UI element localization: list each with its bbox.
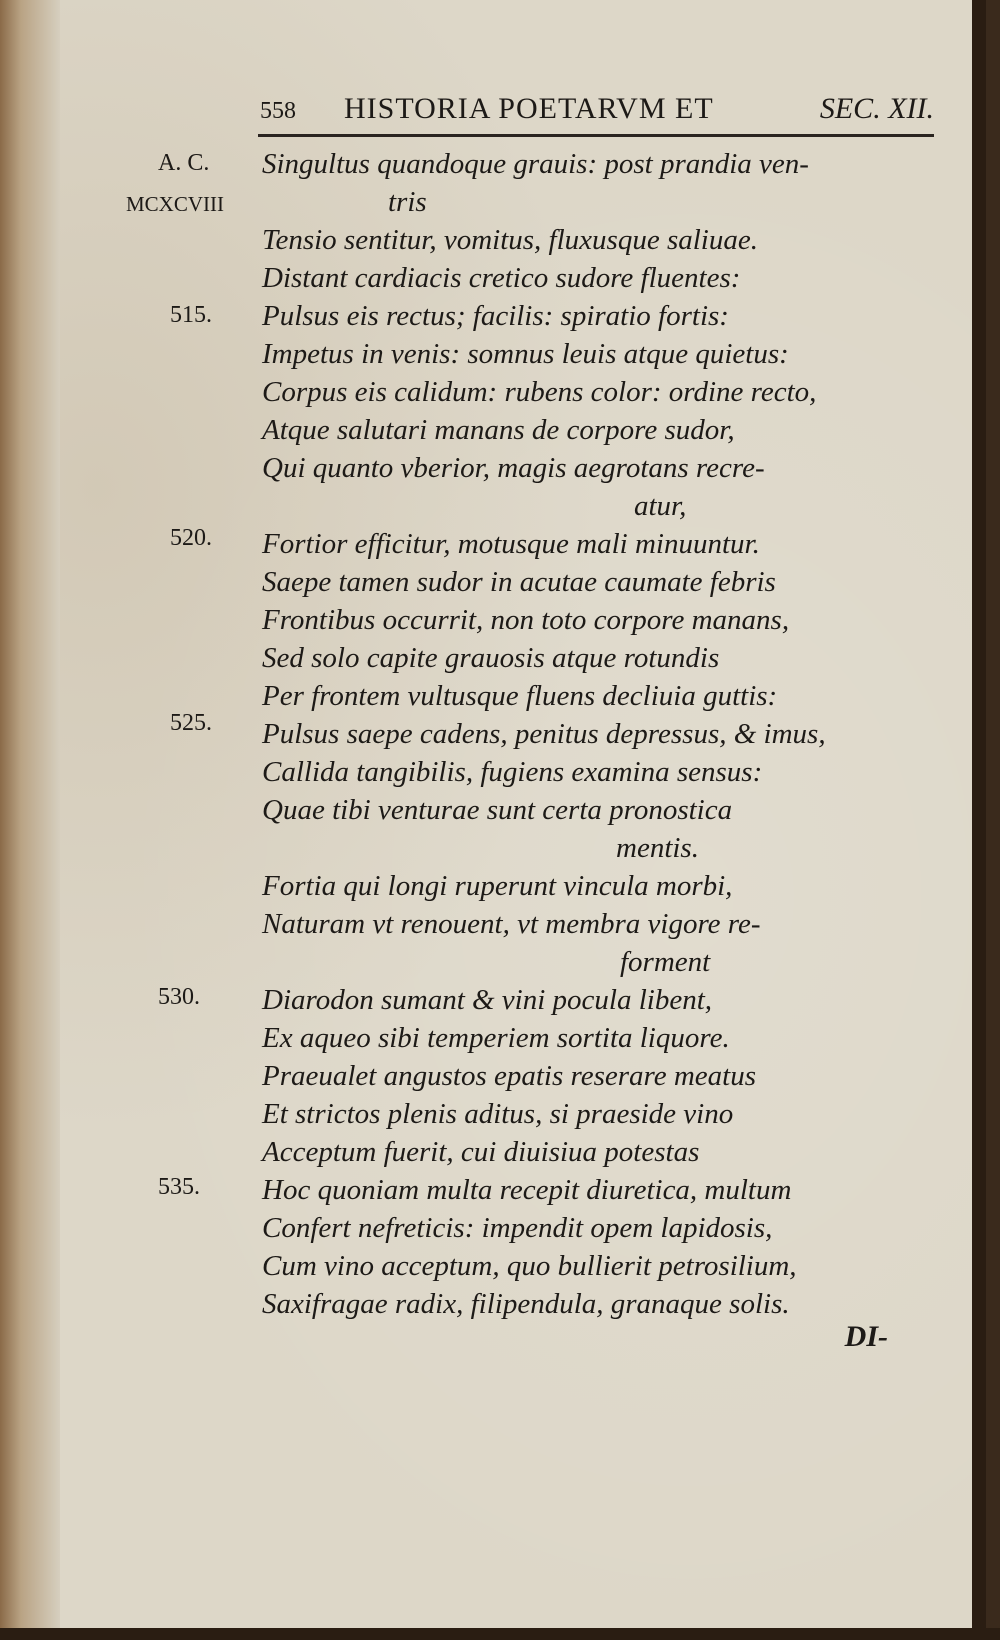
verse-line: Singultus quandoque grauis: post prandia ven-	[262, 148, 809, 180]
verse-line: Praeualet angustos epatis reserare meatus	[262, 1060, 757, 1092]
margin-era: A. C.	[158, 150, 210, 176]
bottom-edge-shadow	[0, 1628, 1000, 1640]
page-number: 558	[260, 98, 296, 124]
margin-year: MCXCVIII	[126, 192, 224, 216]
margin-verse-535: 535.	[158, 1174, 200, 1200]
verse-line: Naturam vt renouent, vt membra vigore re-	[262, 908, 761, 940]
margin-verse-530: 530.	[158, 984, 200, 1010]
header-rule	[258, 134, 934, 137]
verse-line: Fortia qui longi ruperunt vincula morbi,	[262, 870, 733, 902]
verse-line: Corpus eis calidum: rubens color: ordine recto,	[262, 376, 817, 408]
verse-line: Diarodon sumant & vini pocula libent,	[262, 984, 713, 1016]
verse-line: Hoc quoniam multa recepit diuretica, multum	[262, 1174, 792, 1206]
verse-line: Quae tibi venturae sunt certa pronostica	[262, 794, 733, 826]
margin-verse-520: 520.	[170, 525, 212, 551]
verse-line: Acceptum fuerit, cui diuisiua potestas	[262, 1136, 700, 1168]
verse-line: Distant cardiacis cretico sudore fluentes:	[262, 262, 741, 294]
running-header	[260, 88, 940, 130]
verse-line: Et strictos plenis aditus, si praeside vino	[262, 1098, 734, 1130]
verse-line: Qui quanto vberior, magis aegrotans recre-	[262, 452, 765, 484]
page-edge-shadow	[972, 0, 986, 1630]
verse-line-continuation: mentis.	[616, 832, 699, 864]
verse-line: Fortior efficitur, motusque mali minuuntur.	[262, 528, 760, 560]
verse-line-continuation: atur,	[634, 490, 687, 522]
margin-verse-515: 515.	[170, 302, 212, 328]
verse-line: Pulsus saepe cadens, penitus depressus, & imus,	[262, 718, 826, 750]
verse-line: Cum vino acceptum, quo bullierit petrosilium,	[262, 1250, 797, 1282]
verse-line: Callida tangibilis, fugiens examina sensus:	[262, 756, 763, 788]
verse-line: Frontibus occurrit, non toto corpore manans,	[262, 604, 790, 636]
verse-line-continuation: forment	[620, 946, 711, 978]
verse-line: Saxifragae radix, filipendula, granaque solis.	[262, 1288, 790, 1320]
verse-line: Atque salutari manans de corpore sudor,	[262, 414, 735, 446]
verse-line: Ex aqueo sibi temperiem sortita liquore.	[262, 1022, 730, 1054]
verse-line: Impetus in venis: somnus leuis atque quietus:	[262, 338, 789, 370]
running-title: HISTORIA POETARVM ET	[344, 92, 714, 125]
verse-line: Tensio sentitur, vomitus, fluxusque saliuae.	[262, 224, 758, 256]
verse-line: Sed solo capite grauosis atque rotundis	[262, 642, 720, 674]
verse-line: Saepe tamen sudor in acutae caumate febris	[262, 566, 776, 598]
binding-shadow	[0, 0, 60, 1630]
catchword: DI-	[844, 1320, 888, 1353]
verse-line-continuation: tris	[388, 186, 427, 218]
margin-verse-525: 525.	[170, 710, 212, 736]
verse-line: Confert nefreticis: impendit opem lapidosis,	[262, 1212, 773, 1244]
verse-line: Pulsus eis rectus; facilis: spiratio fortis:	[262, 300, 729, 332]
verse-line: Per frontem vultusque fluens decliuia guttis:	[262, 680, 778, 712]
section-label: SEC. XII.	[819, 92, 934, 125]
